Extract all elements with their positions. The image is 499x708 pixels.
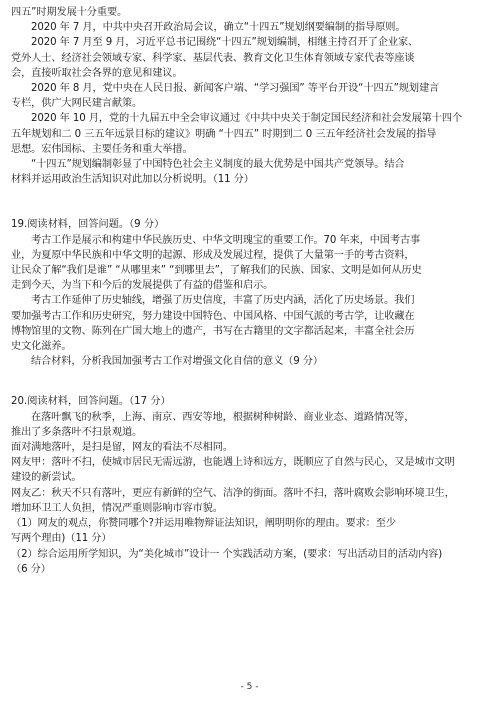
q20-line: （2）综合运用所学知识，为“美化城市”设计一 个实践活动方案，(要求：写出活动目的活动内容) — [11, 548, 443, 560]
intro-line: 思想。宏伟国标、主要任务和重大举措。 — [11, 143, 193, 155]
question-title: 19.阅读材料，回答问题。（9 分） — [11, 219, 165, 231]
q19-line: 考古工作延伸了历史轴线，增强了历史信度，丰富了历史内涵，活化了历史场景。我们 — [31, 295, 415, 307]
q20-line: 推出了多条落叶不扫景观道。 — [11, 426, 143, 438]
q20-line: 增加环卫工人负担，情况严重则影响市容市貌。 — [11, 502, 223, 514]
q19-line: 考古工作是展示和构建中华民族历史、中华文明瑰宝的重要工作。70 年来，中国考古事 — [31, 234, 421, 246]
q19-line: 让民众了解“我们是谁” “从哪里来” “到哪里去”，了解我们的民族、国家、文明是如何从历史 — [11, 265, 422, 277]
intro-line: 2020 年 8 月，党中央在人民日报、新闻客户端、“学习强国” 等平台开设“十四五”规划建言 — [31, 83, 440, 95]
q19-line: 结合材料，分析我国加强考古工作对增强文化自信的意义（9 分） — [31, 356, 323, 368]
q19-line: 史文化滋养。 — [11, 341, 72, 353]
intro-line: 专栏，供广大网民建言献策。 — [11, 98, 143, 110]
intro-line: 材料并运用政治生活知识对此加以分析说明。（11 分） — [11, 174, 254, 186]
intro-line: 党外人士、经济社会领域专家、科学家、基层代表、教育文化卫生体育领域专家代表等座谈 — [11, 52, 415, 64]
q19-line: 业，为夏原中华民族和中华文明的起源、形成及发展过程，提供了大量第一手的考古资料， — [11, 249, 415, 261]
intro-line: 2020 年 7 月至 9 月，习近平总书记围绕“十四五”规划编制，相继主持召开了企业家、 — [31, 37, 419, 49]
q20-line: 在落叶飘飞的秋季，上海、南京、西安等地，根据树种树龄、商业业态、道路情况等， — [31, 411, 415, 423]
intro-line: 会，直接听取社会各界的意见和建议。 — [11, 67, 183, 79]
q20-line: 面对满地落叶，是扫是留，网友的看法不尽相同。 — [11, 442, 233, 454]
question-title: 20.阅读材料，回答问题。（17 分） — [11, 396, 171, 408]
page-number: - 5 - — [240, 682, 259, 692]
q20-line: 建设的新尝试。 — [11, 472, 82, 484]
q20-line: （1）网友的观点，你赞同哪个?并运用唯物辩证法知识，阐明明你的理由。要求：至少 — [11, 518, 396, 530]
q20-line: 写两个理由)（11 分） — [11, 533, 112, 545]
q19-line: 走到今天，为当下和今后的发展提供了有益的借鉴和启示。 — [11, 280, 274, 292]
q19-line: 要加强考古工作和历史研究，努力建设中国特色、中国风格、中国气派的考古学，让收藏在 — [11, 310, 415, 322]
intro-line: 五年规划和二 0 三五年远景目标的建议》明确 “十四五” 时期到二 0 三五年经济社会发展的指导 — [11, 128, 437, 140]
intro-line: 四五”时期发展十分重要。 — [11, 7, 128, 18]
question-19 — [11, 217, 489, 369]
question-20 — [11, 394, 489, 576]
intro-line: 2020 年 7 月，中共中央召开政治局会议，确立“十四五”规划纲要编制的指导原则。 — [31, 22, 406, 34]
intro-material — [11, 5, 489, 187]
intro-line: 2020 年 10 月，党的十九届五中全会审议通过《中共中央关于制定国民经济和社会发展第十四个 — [31, 113, 463, 125]
q19-line: 博物馆里的文物、陈列在广国大地上的遗产，书写在古籍里的文字都活起来，丰富全社会历 — [11, 325, 415, 337]
intro-line: “十四五”规划编制彰显了中国特色社会主义制度的最大优势是中国共产党领导。结合 — [31, 159, 405, 171]
q20-line: 网友乙：秋天不只有落叶，更应有新鲜的空气、洁净的街面。落叶不扫，落叶腐败会影响环境卫生， — [11, 487, 455, 499]
q20-line: （6 分） — [11, 563, 51, 575]
q20-line: 网友甲：落叶不扫，使城市居民无需远游，也能遇上诗和远方，既顺应了自然与民心，又是城市文明 — [11, 457, 455, 469]
